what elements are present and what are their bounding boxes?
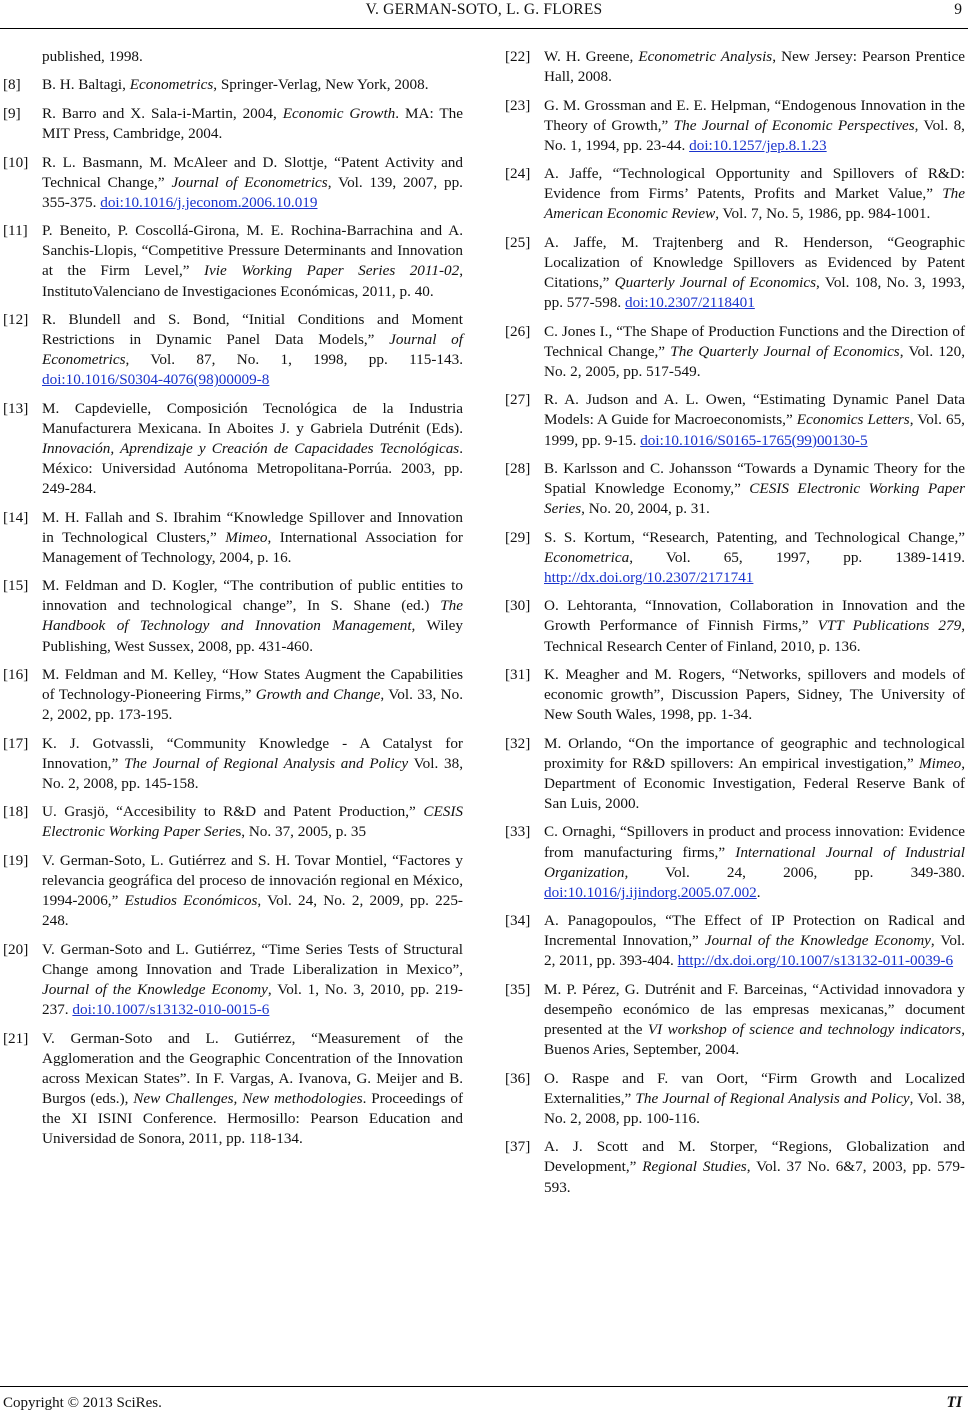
- doi-link[interactable]: doi:10.1016/S0165-1765(99)00130-5: [640, 431, 868, 449]
- reference-text: O. Raspe and F. van Oort, “Firm Growth and Localized Externalities,”: [544, 1069, 965, 1107]
- reference-entry: [3, 221, 463, 301]
- reference-text: , Vol. 33, No. 2, 2002, pp. 173-195.: [42, 686, 463, 724]
- reference-entry: [3, 75, 463, 95]
- reference-text: V. German-Soto and L. Gutiérrez, “Measurement of the Agglomeration and the Geographic Concentration of the Innovation across Mexican States”. In F. Vargas, A. Ivanova, G. Meijer and B. Burgos (eds.),: [42, 1029, 463, 1107]
- reference-text: , Vol. 120, No. 2, 2005, pp. 517-549.: [544, 342, 965, 380]
- page-number: 9: [954, 1, 962, 18]
- reference-source-title: Quarterly Journal of Economics: [614, 274, 817, 292]
- reference-text: R. L. Basmann, M. McAleer and D. Slottje, “Patent Activity and Technical Change,”: [42, 153, 463, 191]
- reference-text: , Vol. 8, No. 1, 1994, pp. 23-44.: [544, 116, 965, 154]
- reference-text: . MA: The MIT Press, Cambridge, 2004.: [42, 104, 463, 143]
- reference-number: [14]: [3, 508, 29, 526]
- reference-text: M. Feldman and M. Kelley, “How States Augment the Capabilities of Technology-Pioneering Firms,”: [42, 666, 463, 704]
- reference-source-title: The American Economic Review: [544, 185, 965, 223]
- reference-source-title: The Quarterly Journal of Economics: [670, 342, 900, 360]
- reference-text: B. H. Baltagi,: [42, 76, 130, 94]
- reference-entry: [3, 665, 463, 725]
- reference-text: , Department of Economic Investigation, Federal Reserve Bank of San Luis, 2000.: [544, 754, 965, 812]
- reference-entry: [3, 940, 463, 1020]
- reference-number: [9]: [3, 104, 21, 122]
- journal-abbreviation: TI: [946, 1394, 962, 1411]
- reference-text: R. Barro and X. Sala-i-Martin, 2004,: [42, 104, 283, 122]
- running-head: V. GERMAN-SOTO, L. G. FLORES: [365, 1, 603, 18]
- reference-text: Vol. 38, No. 2, 2008, pp. 145-158.: [42, 754, 463, 792]
- reference-text: , Vol. 2, 2011, pp. 393-404.: [544, 932, 965, 970]
- reference-text: , Vol. 1, No. 3, 2010, pp. 219-237.: [42, 980, 463, 1019]
- reference-source-title: Journal of Econometrics: [171, 173, 328, 191]
- reference-entry: [3, 576, 463, 656]
- reference-text: V. German-Soto and L. Gutiérrez, “Time Series Tests of Structural Change among Innovation and Trade Liberalization in Mexico”,: [42, 940, 463, 978]
- reference-text: , New Jersey: Pearson Prentice Hall, 2008.: [544, 48, 966, 86]
- reference-source-title: VTT Publications 279: [817, 617, 962, 635]
- reference-number: [25]: [505, 233, 531, 251]
- reference-source-title: New Challenges, New methodologies: [133, 1089, 363, 1107]
- reference-text: , International Association for Management of Technology, 2004, p. 16.: [42, 528, 463, 566]
- reference-number: [34]: [505, 912, 531, 930]
- reference-text: Vol. 24, 2006, pp. 349-380.: [628, 863, 965, 881]
- reference-number: [16]: [3, 666, 29, 684]
- reference-text: Wiley Publishing, West Sussex, 2008, pp. 431-460.: [42, 617, 463, 655]
- copyright-notice: Copyright © 2013 SciRes.: [3, 1395, 162, 1411]
- reference-source-title: Economics Letters: [796, 411, 910, 429]
- reference-number: [17]: [3, 734, 29, 752]
- reference-text: P. Beneito, P. Coscollá-Girona, M. E. Rochina-Barrachina and A. Sanchis-Llopis, “Competitive Pressure Determinants and Innovation at the Firm Level,”: [42, 222, 463, 280]
- reference-text: M. Capdevielle, Composición Tecnológica de la Industria Manufacturera Mexicana. In Aboites J. y Gabriela Dutrénit (Eds).: [42, 399, 463, 437]
- reference-entry: [505, 322, 965, 382]
- doi-link[interactable]: doi:10.1257/jep.8.1.23: [689, 136, 827, 154]
- reference-text: O. Lehtoranta, “Innovation, Collaboration in Innovation and the Growth Performance of Finnish Firms,”: [544, 597, 965, 635]
- reference-text: A. Jaffe, M. Trajtenberg and R. Henderson, “Geographic Localization of Knowledge Spillovers as Evidenced by Patent Citations,”: [544, 233, 965, 292]
- reference-entry: [505, 390, 965, 450]
- reference-text: V. German-Soto, L. Gutiérrez and S. H. Tovar Montiel, “Factores y relevancia geográfica del proceso de innovación regional en México, 1994-2006,”: [42, 851, 463, 910]
- reference-text: A. J. Scott and M. Storper, “Regions, Globalization and Development,”: [544, 1138, 965, 1176]
- reference-source-title: Ivie Working Paper Series 2011-02: [203, 262, 460, 280]
- reference-text: , Vol. 87, No. 1, 1998, pp. 115-143.: [125, 351, 463, 369]
- reference-source-title: Journal of Econometrics: [42, 331, 463, 369]
- reference-entry: [3, 399, 463, 499]
- page-footer: [0, 1386, 968, 1415]
- reference-number: [13]: [3, 399, 29, 417]
- reference-entry: [505, 1069, 965, 1129]
- reference-source-title: Growth and Change: [255, 686, 381, 704]
- reference-number: [36]: [505, 1069, 531, 1087]
- reference-entry: [505, 164, 965, 224]
- reference-text: U. Grasjö, “Accesibility to R&D and Patent Production,”: [42, 803, 424, 821]
- reference-source-title: Mimeo: [225, 528, 268, 546]
- reference-number: [12]: [3, 310, 29, 328]
- reference-entry: [505, 980, 965, 1060]
- reference-entry: [3, 851, 463, 931]
- reference-text: M. P. Pérez, G. Dutrénit and F. Barceinas, “Actividad innovadora y desempeño económico de las empresas mexicanas,” document presented at the: [544, 980, 965, 1039]
- references-right-column: [505, 47, 965, 1206]
- reference-text: , InstitutoValenciano de Investigaciones Económicas, 2011, p. 40.: [42, 262, 463, 300]
- reference-text: , Technical Research Center of Finland, 2010, p. 136.: [544, 617, 965, 655]
- reference-source-title: The Journal of Regional Analysis and Policy: [124, 754, 409, 772]
- reference-text: , Vol. 37 No. 6&7, 2003, pp. 579-593.: [544, 1158, 965, 1196]
- reference-text: , Springer-Verlag, New York, 2008.: [213, 76, 429, 94]
- reference-entry: [505, 822, 965, 902]
- reference-source-title: International Journal of Industrial Organization,: [544, 843, 965, 881]
- reference-number: [26]: [505, 322, 531, 340]
- reference-entry: [3, 310, 463, 390]
- doi-link[interactable]: doi:10.1016/S0304-4076(98)00009-8: [42, 371, 270, 389]
- reference-entry: [505, 47, 965, 87]
- reference-entry: [3, 734, 463, 794]
- reference-text: C. Ornaghi, “Spillovers in product and process innovation: Evidence from manufacturing firms,”: [544, 823, 965, 861]
- reference-text: , Vol. 65, 1997, pp. 1389-1419.: [629, 548, 965, 566]
- reference-entry: [505, 96, 965, 156]
- reference-number: [30]: [505, 597, 531, 615]
- doi-link[interactable]: http://dx.doi.org/10.1007/s13132-011-0039-6: [677, 952, 954, 970]
- reference-number: [28]: [505, 460, 531, 478]
- reference-number: [20]: [3, 940, 29, 958]
- reference-text: . México: Universidad Autónoma Metropolitana-Porrúa. 2003, pp. 249-284.: [42, 439, 463, 498]
- doi-link[interactable]: doi:10.1016/j.ijindorg.2005.07.002: [544, 883, 757, 901]
- reference-number: [24]: [505, 165, 531, 183]
- reference-text: B. Karlsson and C. Johansson “Towards a Dynamic Theory for the Spatial Knowledge Economy,”: [544, 460, 965, 498]
- reference-number: [23]: [505, 96, 531, 114]
- reference-text: , Vol. 108, No. 3, 1993, pp. 577-598.: [544, 274, 965, 312]
- page-header: [0, 0, 968, 29]
- reference-text: , No. 20, 2004, p. 31.: [581, 500, 710, 518]
- reference-text: A. Panagopoulos, “The Effect of IP Protection on Radical and Incremental Innovation,”: [544, 912, 965, 950]
- reference-number: [11]: [3, 222, 28, 240]
- reference-source-title: The Handbook of Technology and Innovation Management,: [42, 597, 463, 635]
- reference-number: [35]: [505, 980, 531, 998]
- reference-number: [10]: [3, 153, 29, 171]
- reference-entry: [505, 233, 965, 313]
- reference-source-title: CESIS Electronic Working Paper Serie: [42, 803, 463, 841]
- reference-text: , Vol. 38, No. 2, 2008, pp. 100-116.: [544, 1089, 965, 1127]
- doi-link[interactable]: doi:10.1016/j.jeconom.2006.10.019: [100, 193, 318, 211]
- reference-source-title: CESIS Electronic Working Paper Series: [544, 480, 966, 518]
- reference-text: K. Meagher and M. Rogers, “Networks, spillovers and models of economic growth”, Discussion Papers, Sidney, The University of New South Wales, 1998, pp. 1-34.: [544, 666, 965, 724]
- reference-source-title: Regional Studies: [642, 1158, 747, 1176]
- reference-text: R. A. Judson and A. L. Owen, “Estimating Dynamic Panel Data Models: A Guide for Macroeconomists,”: [544, 391, 965, 429]
- reference-text: W. H. Greene,: [544, 48, 639, 65]
- reference-text: G. M. Grossman and E. E. Helpman, “Endogenous Innovation in the Theory of Growth,”: [544, 96, 965, 134]
- reference-source-title: The Journal of Regional Analysis and Policy: [635, 1089, 910, 1107]
- reference-continuation: published, 1998.: [42, 48, 143, 65]
- reference-source-title: Estudios Económicos: [124, 892, 258, 910]
- reference-entry: [505, 911, 965, 971]
- reference-entry: [505, 1137, 965, 1197]
- reference-source-title: Mimeo: [919, 754, 962, 772]
- reference-source-title: Innovación, Aprendizaje y Creación de Capacidades Tecnológicas: [42, 439, 460, 457]
- reference-number: [37]: [505, 1138, 531, 1156]
- reference-source-title: Econometrics: [129, 76, 214, 94]
- reference-source-title: The Journal of Economic Perspectives: [673, 116, 915, 134]
- reference-number: [15]: [3, 577, 29, 595]
- reference-text: M. H. Fallah and S. Ibrahim “Knowledge Spillover and Innovation in Technological Clusters,”: [42, 508, 463, 546]
- reference-text: , Vol. 139, 2007, pp. 355-375.: [42, 173, 463, 211]
- reference-text: K. J. Gotvassli, “Community Knowledge - A Catalyst for Innovation,”: [42, 734, 463, 772]
- reference-entry: [3, 508, 463, 568]
- references-left-column: [3, 47, 463, 1157]
- reference-text: s, No. 37, 2005, p. 35: [235, 823, 367, 841]
- reference-text: S. S. Kortum, “Research, Patenting, and Technological Change,”: [544, 528, 965, 546]
- reference-source-title: Journal of the Knowledge Economy: [42, 980, 268, 998]
- reference-source-title: VI workshop of science and technology indicators: [647, 1021, 962, 1039]
- reference-text: .: [756, 883, 761, 901]
- reference-text: , Buenos Aries, September, 2004.: [544, 1021, 965, 1059]
- reference-number: [21]: [3, 1029, 29, 1047]
- reference-text: . Proceedings of the XI ISINI Conference. Hermosillo: Pearson Education and Universidad de Sonora, 2011, pp. 118-134.: [42, 1089, 464, 1147]
- reference-entry: [505, 459, 965, 519]
- reference-entry: [3, 104, 463, 144]
- reference-source-title: Econometrica: [544, 548, 630, 566]
- reference-entry: [505, 734, 965, 814]
- reference-number: [29]: [505, 528, 531, 546]
- reference-text: M. Orlando, “On the importance of geographic and technological proximity for R&D spillovers: An empirical investigation,”: [544, 734, 965, 772]
- doi-link[interactable]: http://dx.doi.org/10.2307/2171741: [544, 568, 754, 586]
- reference-number: [19]: [3, 851, 29, 869]
- doi-link[interactable]: doi:10.2307/2118401: [625, 294, 755, 312]
- reference-entry: [3, 802, 463, 842]
- reference-number: [31]: [505, 666, 531, 684]
- reference-number: [18]: [3, 803, 29, 821]
- reference-entry: [505, 528, 965, 588]
- reference-text: , Vol. 65, 1999, pp. 9-15.: [544, 411, 965, 449]
- reference-text: , Vol. 24, No. 2, 2009, pp. 225-248.: [42, 892, 463, 930]
- reference-source-title: Econometric Analysis: [638, 48, 773, 65]
- reference-number: [32]: [505, 734, 531, 752]
- reference-text: R. Blundell and S. Bond, “Initial Conditions and Moment Restrictions in Dynamic Panel Data Models,”: [42, 310, 463, 349]
- reference-entry: [3, 1029, 463, 1150]
- reference-number: [33]: [505, 823, 531, 841]
- reference-number: [22]: [505, 48, 531, 65]
- reference-number: [27]: [505, 391, 531, 409]
- reference-number: [8]: [3, 76, 21, 94]
- reference-entry: [505, 665, 965, 725]
- reference-entry: [3, 153, 463, 213]
- reference-source-title: Economic Growth: [282, 104, 396, 122]
- doi-link[interactable]: doi:10.1007/s13132-010-0015-6: [72, 1001, 270, 1019]
- reference-text: C. Jones I., “The Shape of Production Functions and the Direction of Technical Change,”: [544, 322, 965, 360]
- reference-entry: [505, 596, 965, 656]
- reference-text: A. Jaffe, “Technological Opportunity and Spillovers of R&D: Evidence from Firms’ Patents, Profits and Market Value,”: [544, 165, 965, 203]
- reference-source-title: Journal of the Knowledge Economy: [704, 932, 931, 950]
- reference-text: , Vol. 7, No. 5, 1986, pp. 984-1001.: [715, 205, 931, 223]
- reference-text: M. Feldman and D. Kogler, “The contribution of public entities to innovation and technological change”, In S. Shane (ed.): [42, 577, 463, 615]
